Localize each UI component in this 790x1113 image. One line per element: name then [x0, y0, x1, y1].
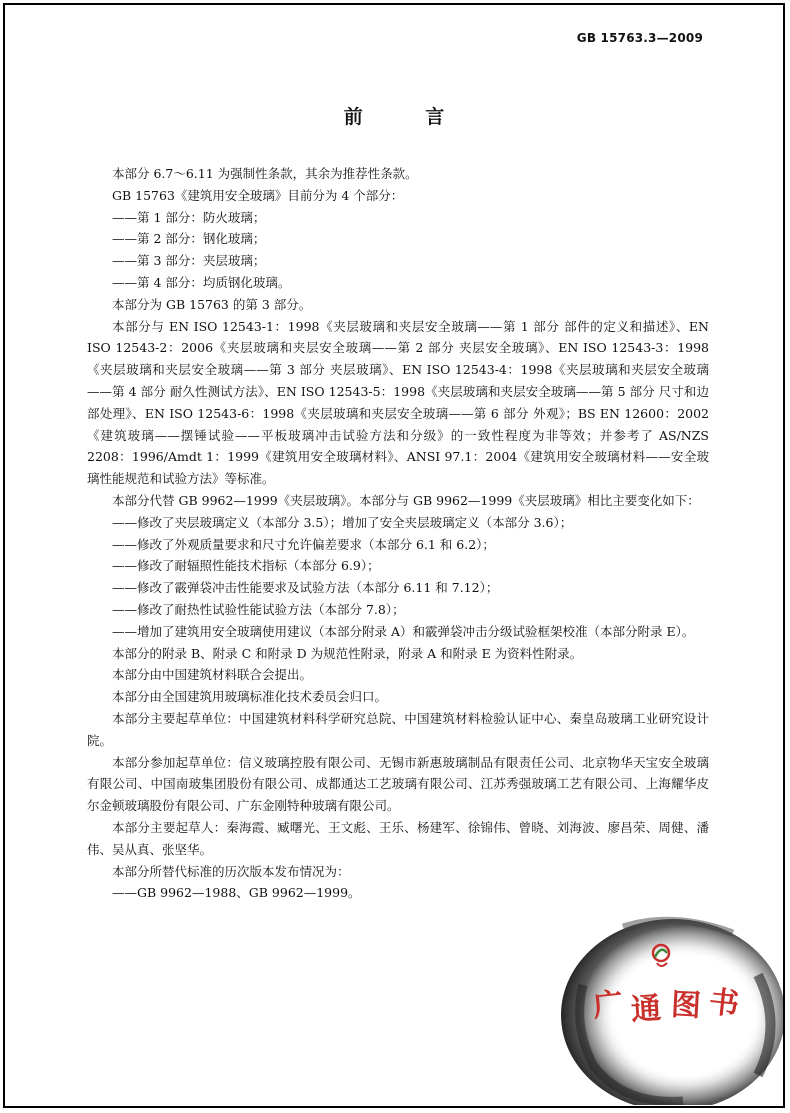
list-item: ——第 4 部分：均质钢化玻璃。 — [112, 274, 291, 290]
foreword-body — [87, 163, 709, 904]
list-item: ——增加了建筑用安全玻璃使用建议（本部分附录 A）和霰弹袋冲击分级试验框架校准（本部分附录 E）。 — [112, 623, 695, 639]
publisher-seal-logo — [553, 915, 783, 1105]
paragraph: 本部分所替代标准的历次版本发布情况为： — [112, 863, 350, 879]
list-item: ——修改了耐辐照性能技术指标（本部分 6.9）； — [112, 558, 380, 574]
svg-text:通: 通 — [629, 990, 663, 1028]
paragraph: 本部分由全国建筑用玻璃标准化技术委员会归口。 — [112, 689, 388, 705]
paragraph: 本部分 6.7～6.11 为强制性条款，其余为推荐性条款。 — [112, 166, 418, 181]
list-item: ——修改了耐热性试验性能试验方法（本部分 7.8）； — [112, 601, 405, 617]
page-title: 前 言 — [343, 106, 473, 128]
svg-text:书: 书 — [707, 984, 741, 1023]
list-item: ——第 2 部分：钢化玻璃； — [112, 231, 266, 247]
list-item: ——GB 9962—1988、GB 9962—1999。 — [112, 885, 361, 901]
list-item: ——修改了外观质量要求和尺寸允许偏差要求（本部分 6.1 和 6.2）； — [112, 536, 495, 552]
list-item: ——第 1 部分：防火玻璃； — [112, 209, 266, 225]
svg-text:广: 广 — [591, 986, 625, 1025]
list-item: ——第 3 部分：夹层玻璃； — [112, 253, 266, 269]
paragraph: 本部分主要起草人：秦海霞、臧曙光、王文彪、王乐、杨建军、徐锦伟、曾晓、刘海波、廖昌荣、周健、潘伟、吴从真、张坚华。 — [87, 819, 709, 857]
paragraph: 本部分代替 GB 9962—1999《夹层玻璃》。本部分与 GB 9962—1999《夹层玻璃》相比主要变化如下： — [112, 492, 700, 508]
svg-text:图: 图 — [670, 987, 702, 1024]
paragraph: 本部分的附录 B、附录 C 和附录 D 为规范性附录，附录 A 和附录 E 为资料性附录。 — [112, 645, 583, 661]
document-page — [3, 3, 785, 1108]
list-item: ——修改了夹层玻璃定义（本部分 3.5）；增加了安全夹层玻璃定义（本部分 3.6）； — [112, 514, 573, 530]
list-item: ——修改了霰弹袋冲击性能要求及试验方法（本部分 6.11 和 7.12）； — [112, 580, 499, 596]
paragraph: 本部分参加起草单位：信义玻璃控股有限公司、无锡市新惠玻璃制品有限责任公司、北京物华天宝安全玻璃有限公司、中国南玻集团股份有限公司、成都通达工艺玻璃有限公司、江苏秀强玻璃工艺有限公司、上海耀华皮尔金顿玻璃股份有限公司、广东金刚特种玻璃有限公司。 — [87, 754, 709, 814]
paragraph: 本部分与 EN ISO 12543-1：1998《夹层玻璃和夹层安全玻璃——第 1 部分 部件的定义和描述》、EN ISO 12543-2：2006《夹层玻璃和夹层安全玻璃——第 2 部分 夹层安全玻璃》、EN ISO 12543-3：1998《夹层玻璃和夹层安全玻璃——第 3 部分 夹层玻璃》、EN ISO 12543-4：1998《夹层玻璃和夹层安全玻璃——第 4 部分 耐久性测试方法》、EN ISO 12543-5：1998《夹层玻璃和夹层安全玻璃——第 5 部分 尺寸和边部处理》、EN ISO 12543-6：1998《夹层玻璃和夹层安全玻璃——第 6 部分 外观》；BS EN 12600：2002《建筑玻璃——摆锤试验——平板玻璃冲击试验方法和分级》的一致性程度为非等效；并参考了 AS/NZS 2208：1996/Amdt 1：1999《建筑用安全玻璃材料》、ANSI 97.1：2004《建筑用安全玻璃材料——安全玻璃性能规范和试验方法》等标准。 — [87, 318, 709, 487]
standard-number: GB 15763.3—2009 — [576, 31, 703, 45]
paragraph: GB 15763《建筑用安全玻璃》目前分为 4 个部分： — [112, 187, 404, 203]
paragraph: 本部分主要起草单位：中国建筑材料科学研究总院、中国建筑材料检验认证中心、秦皇岛玻璃工业研究设计院。 — [87, 710, 709, 748]
paragraph: 本部分由中国建筑材料联合会提出。 — [112, 667, 313, 683]
paragraph: 本部分为 GB 15763 的第 3 部分。 — [112, 296, 312, 312]
